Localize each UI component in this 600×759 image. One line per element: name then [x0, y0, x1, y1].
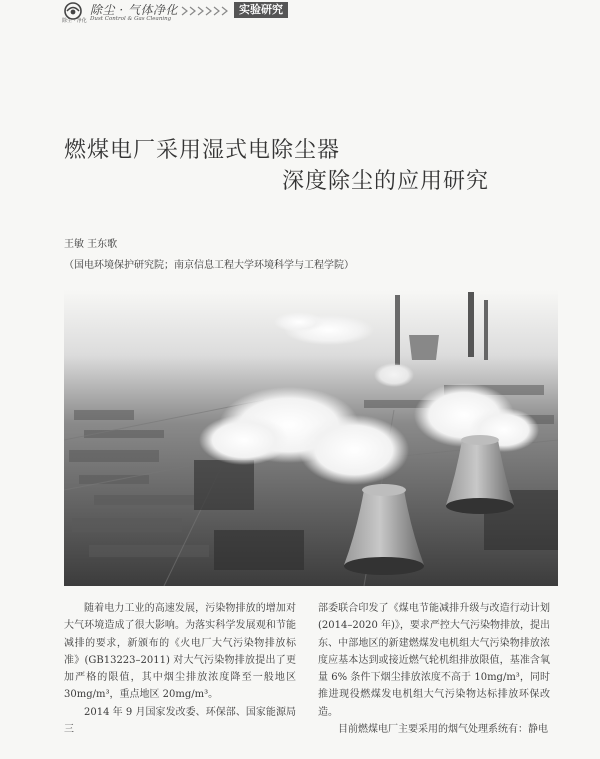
body-column-right — [318, 600, 550, 738]
body-paragraph: 目前燃煤电厂主要采用的烟气处理系统有：静电 — [338, 724, 548, 736]
section-tag: 实验研究 — [234, 2, 288, 18]
power-plant-photo — [64, 290, 558, 586]
body-paragraph: 随着电力工业的高速发展，污染物排放的增加对大气环境造成了很大影响。为落实科学发展观和节能减排的要求，新颁布的《火电厂大气污染物排放标准》(GB13223–2011) 对大气污染物排放提出了更加严格的限值，其中烟尘排放浓度降至一般地区 30mg/m³，重点地区 20mg/m³。 — [64, 603, 296, 701]
journal-english-title: Dust Control & Gas Cleaning — [90, 16, 172, 22]
body-paragraph: 部委联合印发了《煤电节能减排升级与改造行动计划(2014–2020 年)》，要求严控大气污染物排放，提出东、中部地区的新建燃煤发电机组大气污染物排放浓度应基本达到或接近燃气轮机组排放限值，基准含氧量 6% 条件下烟尘排放浓度不高于 10mg/m³，同时推进现役燃煤发电机组大气污染物达标排放环保改造。 — [318, 603, 550, 718]
body-column-left — [64, 600, 296, 738]
body-paragraph: 2014 年 9 月国家发改委、环保部、国家能源局三 — [64, 706, 296, 736]
journal-subtitle: 除尘 · 净化 — [62, 18, 87, 24]
article-affiliation: （国电环境保护研究院；南京信息工程大学环境科学与工程学院） — [64, 260, 354, 271]
journal-title: 除尘 · 气体净化 — [90, 3, 178, 17]
article-title-line2: 深度除尘的应用研究 — [282, 169, 490, 194]
article-title-line1: 燃煤电厂采用湿式电除尘器 — [64, 138, 341, 163]
chevron-divider-icon — [180, 6, 234, 16]
journal-header — [0, 0, 600, 26]
article-authors: 王敏 王东歌 — [64, 239, 118, 250]
